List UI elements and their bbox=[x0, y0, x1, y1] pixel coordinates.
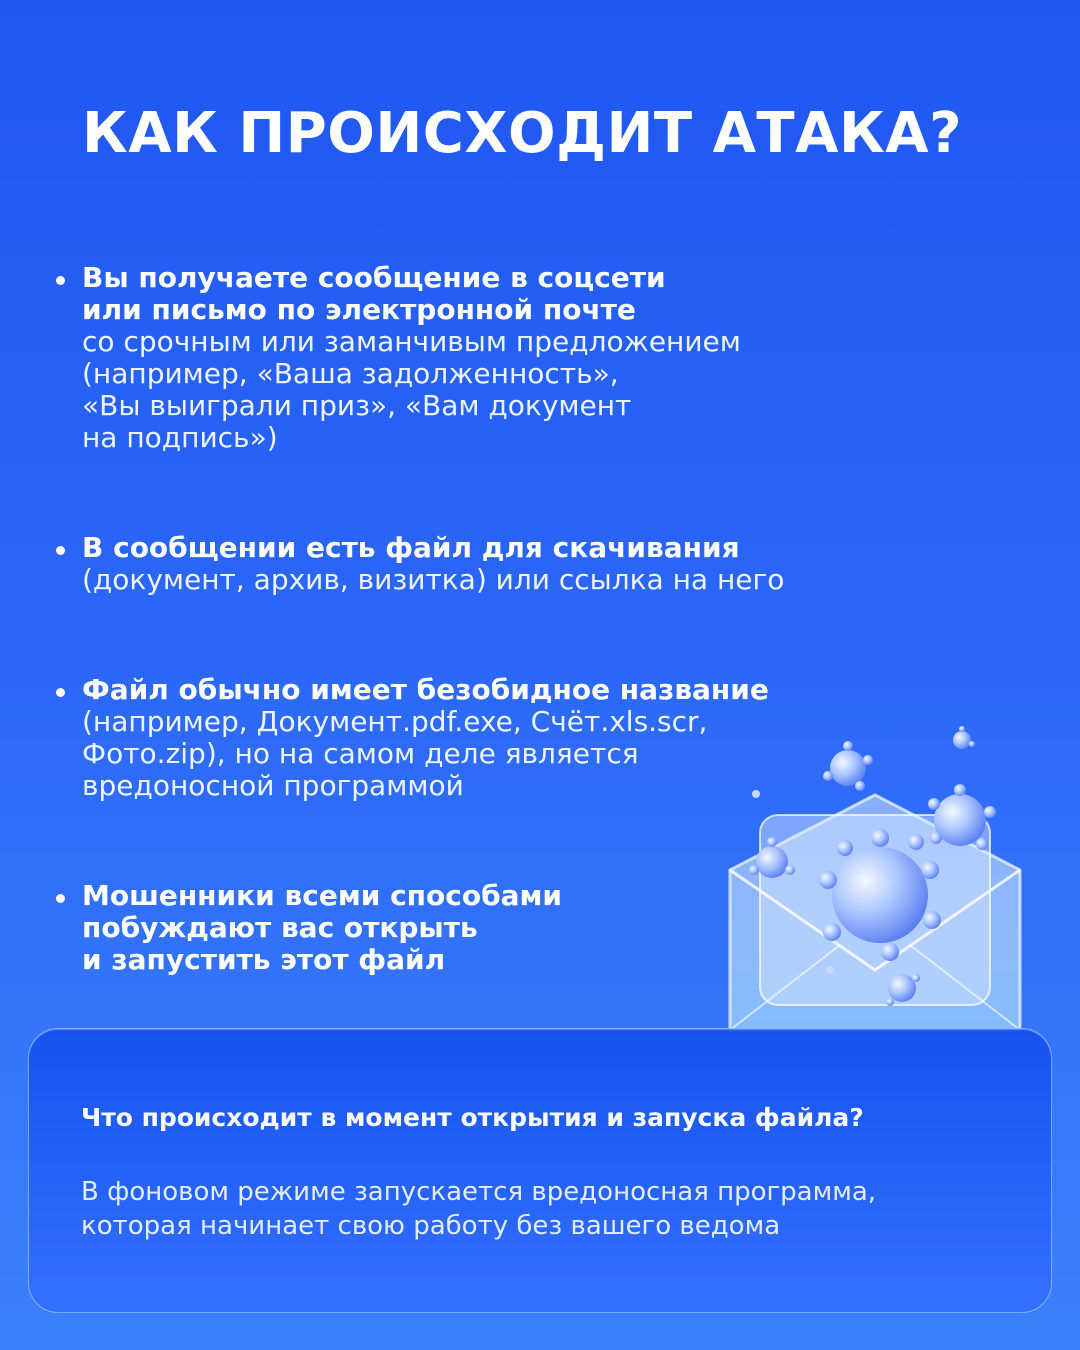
bullet-bold-text: Файл обычно имеет безобидное название bbox=[82, 673, 769, 706]
bullet-regular-text: со срочным или заманчивым предложением (например, «Ваша задолженность», «Вы выиграли приз», «Вам документ на подпись») bbox=[82, 325, 741, 454]
bullet-bold-text: Вы получаете сообщение в соцсети или письмо по электронной почте bbox=[82, 261, 666, 326]
bullet-bold-text: Мошенники всеми способами побуждают вас открыть и запустить этот файл bbox=[82, 879, 563, 976]
virus-envelope-icon bbox=[720, 720, 1040, 1040]
info-card bbox=[28, 1028, 1052, 1313]
bullet-regular-text: (документ, архив, визитка) или ссылка на него bbox=[82, 563, 785, 596]
list-item bbox=[50, 262, 950, 454]
bullet-bold-text: В сообщении есть файл для скачивания bbox=[82, 531, 740, 564]
bullet-regular-text: (например, Документ.pdf.exe, Счёт.xls.scr, Фото.zip), но на самом деле является вредоносной программой bbox=[82, 705, 708, 802]
page-title: КАК ПРОИСХОДИТ АТАКА? bbox=[82, 101, 963, 166]
card-title: Что происходит в момент открытия и запуска файла? bbox=[81, 1103, 864, 1132]
list-item bbox=[50, 532, 950, 596]
card-text: В фоновом режиме запускается вредоносная программа, которая начинает свою работу без вашего ведома bbox=[81, 1177, 877, 1241]
